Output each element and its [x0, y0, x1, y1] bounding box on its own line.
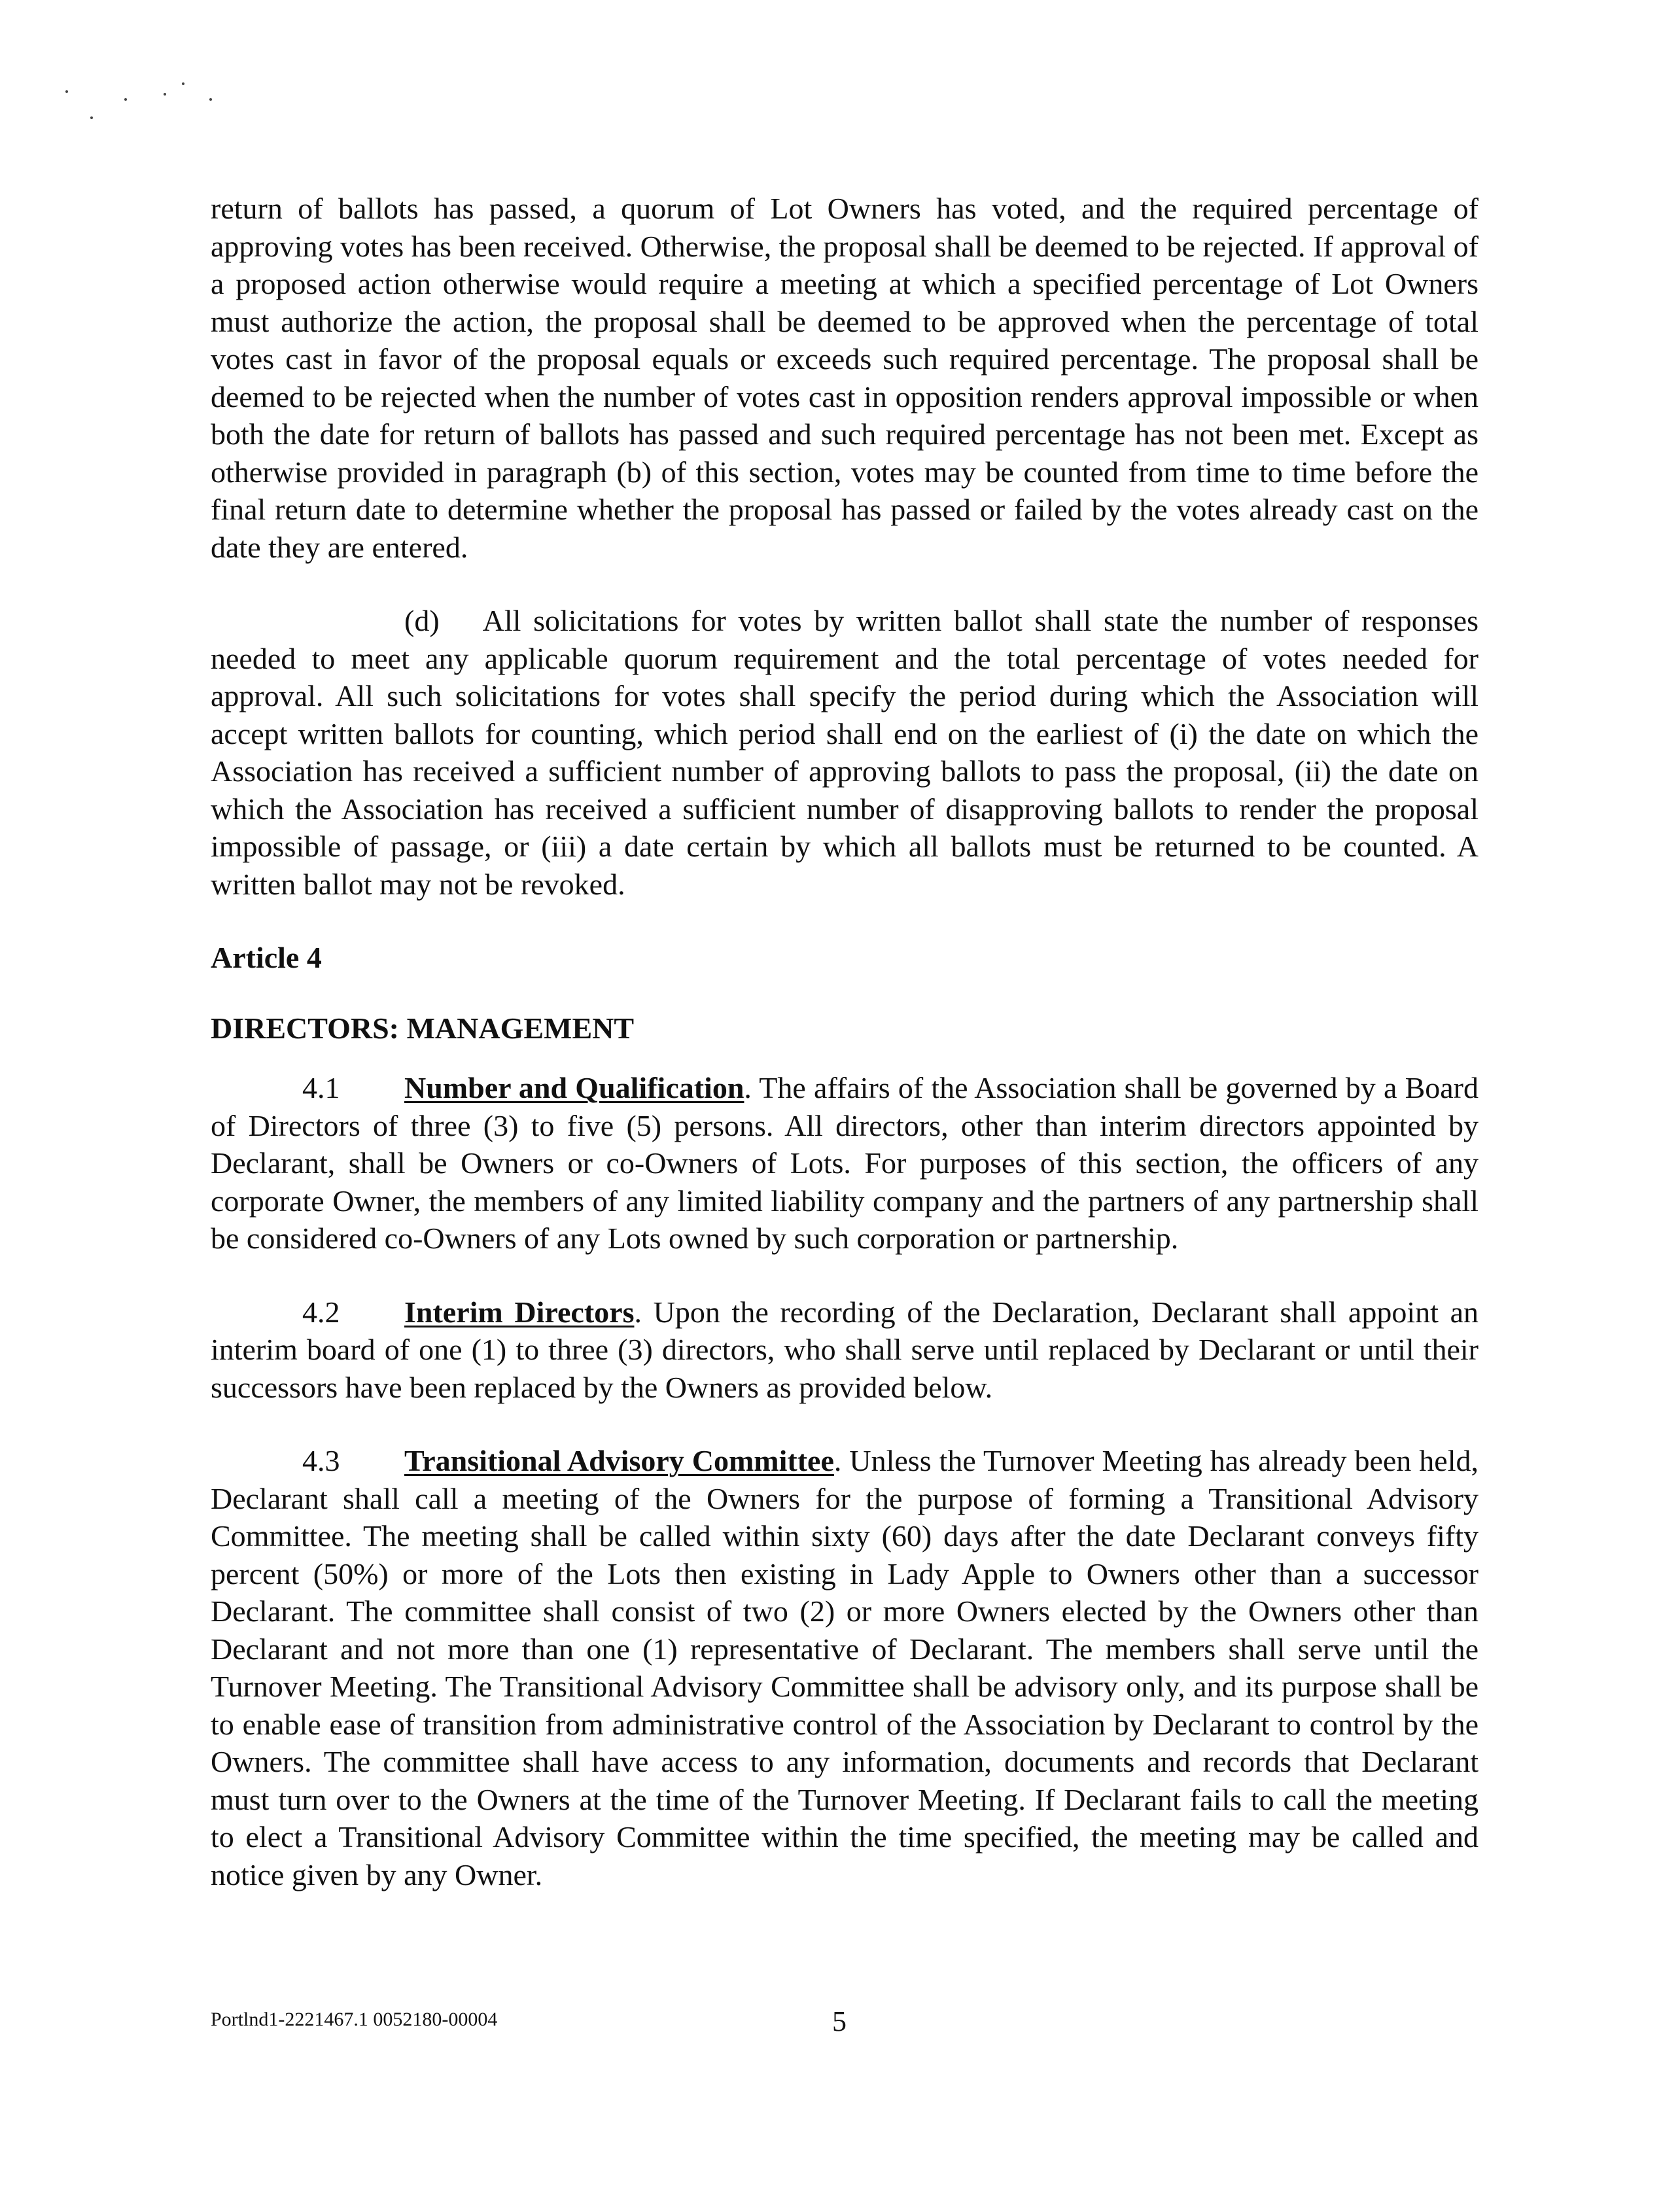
scan-speck: [209, 98, 212, 101]
scan-speck: [90, 116, 93, 119]
section-text: . Upon the recording of the Declaration, Declarant shall appoint an interim board of one (1) to three (3) directors, who shall serve until replaced by Declarant or until their successors have been replaced by the Owners as provided below.: [211, 1295, 1479, 1404]
document-body: [211, 190, 1479, 1929]
section-title: Interim Directors: [404, 1295, 635, 1329]
section-number: 4.3: [302, 1444, 340, 1477]
page-number: 5: [832, 2005, 847, 2037]
scan-speck: [182, 82, 184, 85]
section-title: Transitional Advisory Committee: [404, 1444, 834, 1477]
footer-document-id: Portlnd1-2221467.1 0052180-00004: [211, 2009, 498, 2030]
section-4-2: [211, 1293, 1479, 1407]
section-4-3: [211, 1442, 1479, 1893]
section-number: 4.1: [302, 1071, 340, 1104]
article-heading: Article 4: [211, 941, 322, 974]
paragraph-d-text: All solicitations for votes by written ballot shall state the number of responses needed to meet any applicable quorum requirement and the total percentage of votes needed for approval. All such solicitations for votes shall specify the period during which the Association will accept written ballots for counting, which period shall end on the earliest of (i) the date on which the Association has received a sufficient number of approving ballots to pass the proposal, (ii) the date on which the Association has received a sufficient number of disapproving ballots to render the proposal impossible of passage, or (iii) a date certain by which all ballots must be returned to be counted. A written ballot may not be revoked.: [211, 604, 1479, 901]
paragraph-continuation: return of ballots has passed, a quorum of Lot Owners has voted, and the required percentage of approving votes has been received. Otherwise, the proposal shall be deemed to be rejected. If approval of a proposed action otherwise would require a meeting at which a specified percentage of Lot Owners must authorize the action, the proposal shall be deemed to be approved when the percentage of total votes cast in favor of the proposal equals or exceeds such required percentage. The proposal shall be deemed to be rejected when the number of votes cast in opposition renders approval impossible or when both the date for return of ballots has passed and such required percentage has not been met. Except as otherwise provided in paragraph (b) of this section, votes may be counted from time to time before the final return date to determine whether the proposal has passed or failed by the votes already cast on the date they are entered.: [211, 192, 1479, 564]
section-number: 4.2: [302, 1295, 340, 1329]
section-text: . Unless the Turnover Meeting has already been held, Declarant shall call a meeting of the Owners for the purpose of forming a Transitional Advisory Committee. The meeting shall be called within sixty (60) days after the date Declarant conveys fifty percent (50%) or more of the Lots then existing in Lady Apple to Owners other than a successor Declarant. The committee shall consist of two (2) or more Owners elected by the Owners other than Declarant and not more than one (1) representative of Declarant. The members shall serve until the Turnover Meeting. The Transitional Advisory Committee shall be advisory only, and its purpose shall be to enable ease of transition from administrative control of the Association by Declarant to control by the Owners. The committee shall have access to any information, documents and records that Declarant must turn over to the Owners at the time of the Turnover Meeting. If Declarant fails to call the meeting to elect a Transitional Advisory Committee within the time specified, the meeting may be called and notice given by any Owner.: [211, 1444, 1479, 1891]
article-title: DIRECTORS: MANAGEMENT: [211, 1011, 635, 1045]
section-title: Number and Qualification: [404, 1071, 744, 1104]
paragraph-d: [211, 602, 1479, 903]
section-text: . The affairs of the Association shall be governed by a Board of Directors of three (3) to five (5) persons. All directors, other than interim directors appointed by Declarant, shall be Owners or co-Owners of Lots. For purposes of this section, the officers of any corporate Owner, the members of any limited liability company and the partners of any partnership shall be considered co-Owners of any Lots owned by such corporation or partnership.: [211, 1071, 1479, 1255]
paragraph-d-label: (d): [404, 604, 440, 637]
section-4-1: [211, 1069, 1479, 1257]
scan-speck: [65, 90, 68, 93]
scan-speck: [124, 98, 127, 101]
scan-speck: [164, 93, 166, 96]
